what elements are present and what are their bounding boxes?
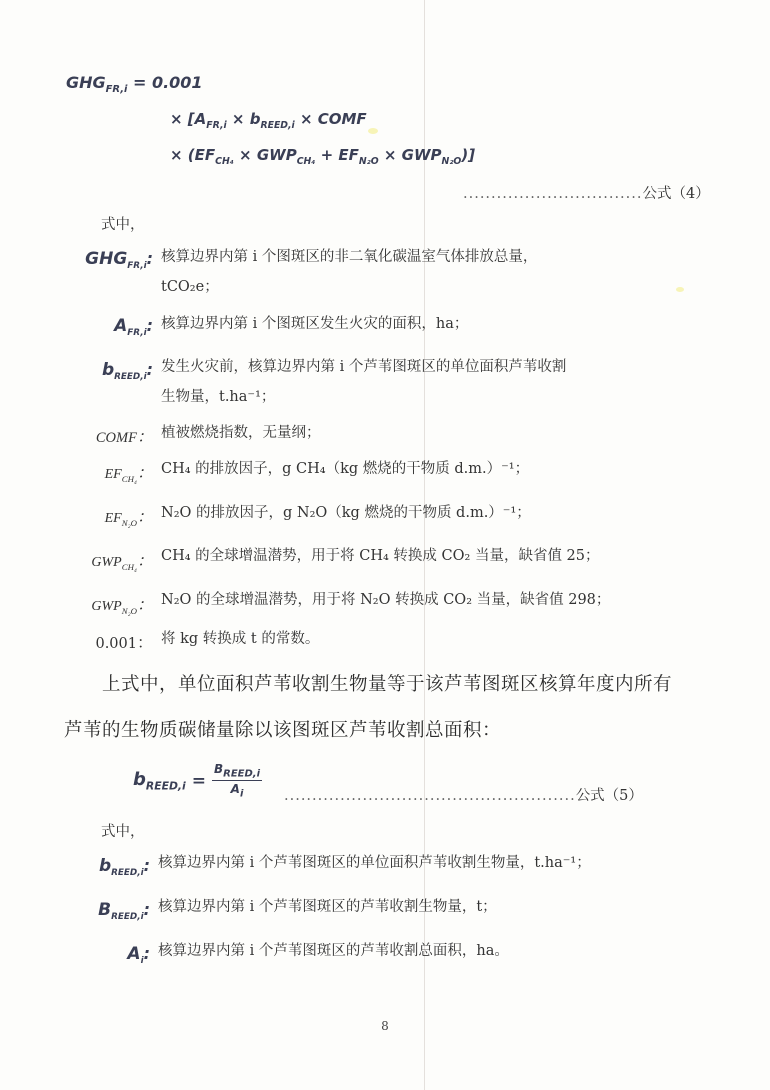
definition-symbol: $A_{FR,i}$: [114, 316, 153, 339]
definition-symbol: $EF_{N_2O}$： [104, 509, 153, 529]
definition-symbol: 0.001： [95, 633, 153, 652]
definition-text: 核算边界内第 i 个芦苇图斑区的芦苇收割总面积，ha。 [158, 943, 509, 959]
formula-4-line-1: $GHG_{FR,i} = 0.001$ [66, 73, 203, 96]
formula-5: $b_{REED,i}$ = $\frac{B_{REED,i}}{A_i}$ [133, 762, 261, 800]
definition-symbol: $GWP_{N_2O}$： [91, 597, 153, 617]
formula-4-line-3: × $(EF_{CH_4} \times GWP_{CH_4} + EF_{N_2O} \times GWP_{N_2O})$] [170, 146, 476, 167]
definition-symbol: $GHG_{FR,i}$: [85, 249, 153, 272]
where-label: 式中， [101, 824, 145, 840]
definition-symbol: $b_{REED,i}$: [98, 856, 150, 879]
definition-symbol: $B_{REED,i}$: [98, 900, 150, 923]
equation-number-5: ....................................................公式（5） [284, 788, 643, 804]
body-paragraph-line: 上式中，单位面积芦苇收割生物量等于该芦苇图斑区核算年度内所有 [102, 674, 673, 695]
definition-text: 核算边界内第 i 个图斑区发生火灾的面积，ha； [161, 316, 469, 332]
equation-number-4: ................................公式（4） [463, 186, 710, 202]
scan-smudge [368, 128, 378, 134]
definition-symbol: COMF： [95, 429, 153, 446]
definition-text: CH₄ 的排放因子，g CH₄（kg 燃烧的干物质 d.m.）⁻¹； [161, 461, 530, 477]
page-number: 8 [381, 1019, 389, 1033]
definition-text: 核算边界内第 i 个芦苇图斑区的芦苇收割生物量，t； [158, 899, 497, 915]
where-label: 式中， [101, 217, 145, 233]
definition-text: CH₄ 的全球增温潜势，用于将 CH₄ 转换成 CO₂ 当量，缺省值 25； [161, 548, 600, 564]
definition-text: N₂O 的全球增温潜势，用于将 N₂O 转换成 CO₂ 当量，缺省值 298； [161, 592, 611, 608]
formula-4-line-2: × [$A_{FR,i} \times b_{REED,i}$ × COMF [170, 110, 367, 131]
definition-text: 植被燃烧指数，无量纲； [161, 425, 321, 441]
definition-text: 发生火灾前，核算边界内第 i 个芦苇图斑区的单位面积芦苇收割 生物量，t.ha⁻¹； [161, 359, 567, 405]
definition-symbol: $A_i$: [127, 944, 150, 967]
definition-symbol: $GWP_{CH_4}$： [91, 553, 153, 573]
definition-symbol: $EF_{CH_4}$： [104, 465, 153, 485]
definition-symbol: $b_{REED,i}$: [101, 360, 153, 383]
definition-text: 核算边界内第 i 个图斑区的非二氧化碳温室气体排放总量， tCO₂e； [161, 249, 538, 295]
definition-text: 将 kg 转换成 t 的常数。 [161, 631, 320, 647]
body-paragraph-line: 芦苇的生物质碳储量除以该图斑区芦苇收割总面积： [64, 720, 502, 741]
definition-text: 核算边界内第 i 个芦苇图斑区的单位面积芦苇收割生物量，t.ha⁻¹； [158, 855, 591, 871]
definition-text: N₂O 的排放因子，g N₂O（kg 燃烧的干物质 d.m.）⁻¹； [161, 505, 531, 521]
